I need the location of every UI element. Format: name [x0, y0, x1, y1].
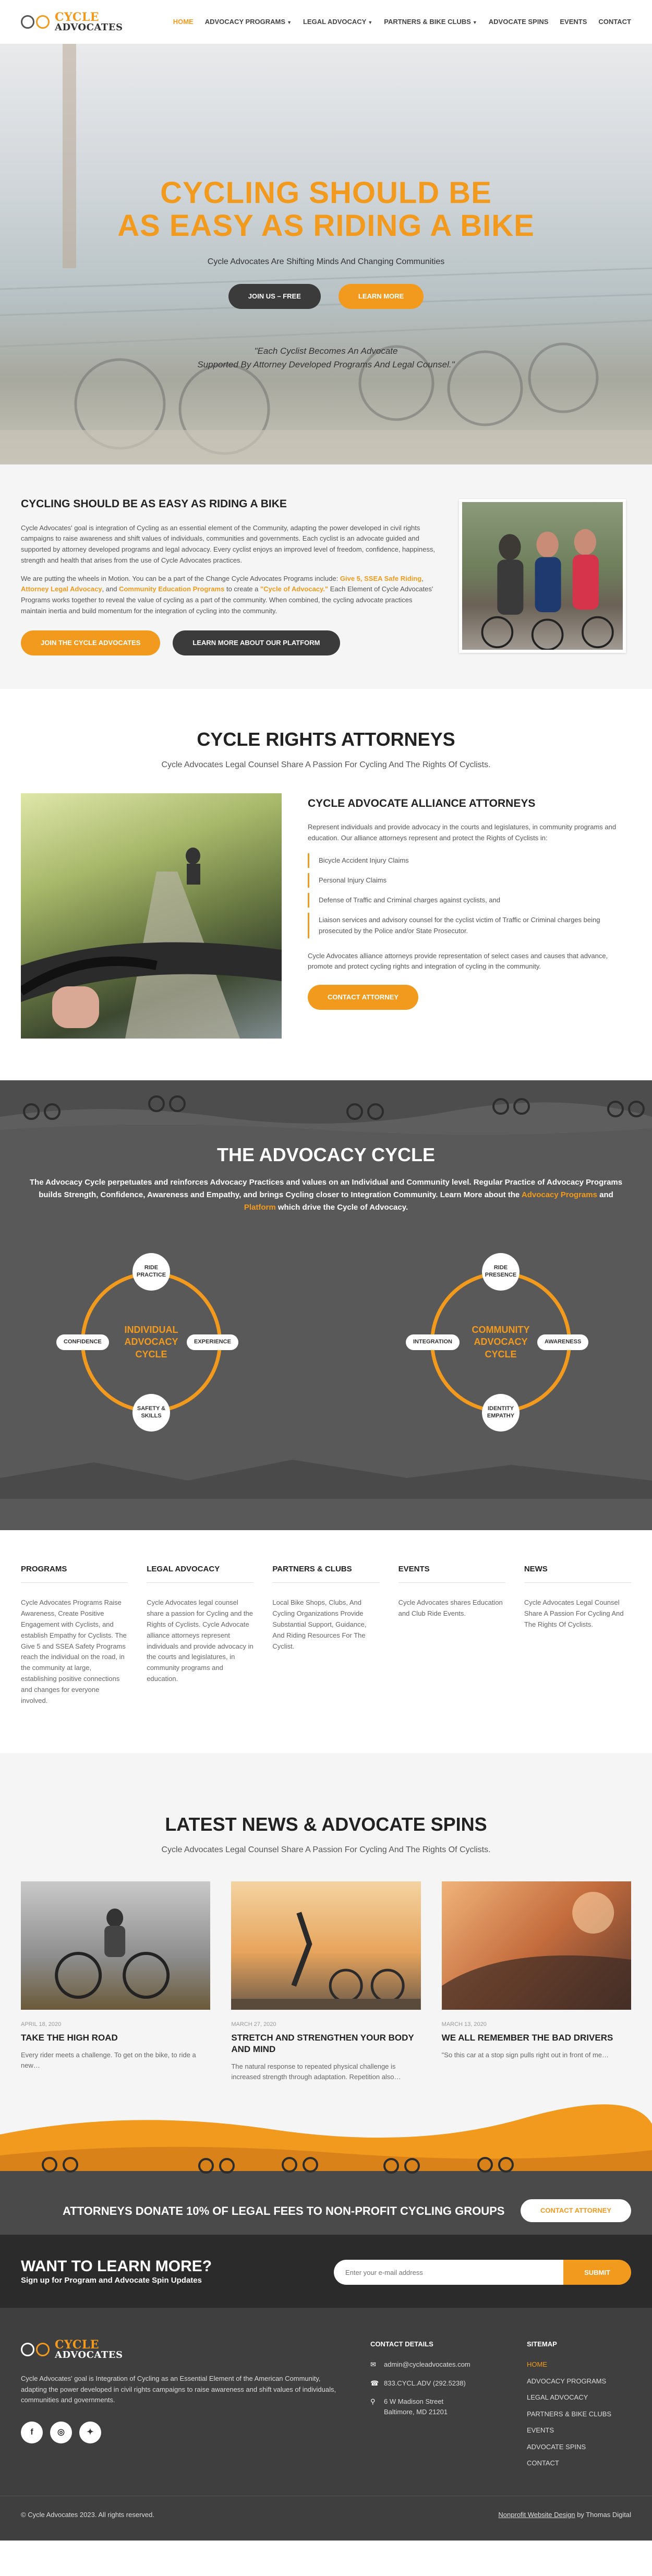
node-integration: INTEGRATION [406, 1334, 460, 1350]
design-credit: Nonprofit Website Design by Thomas Digital [498, 2510, 631, 2519]
email-icon: ✉ [370, 2360, 376, 2369]
cyclists-photo [459, 499, 626, 653]
news-section [0, 1753, 652, 2187]
news-card-date: MARCH 27, 2020 [231, 2021, 276, 2028]
nav-home[interactable]: HOME [173, 18, 194, 26]
riders-silhouette-band [0, 1080, 652, 1143]
instagram-icon[interactable]: ◎ [50, 2422, 72, 2443]
list-item: Bicycle Accident Injury Claims [308, 853, 631, 868]
bike-wheels-icon [21, 2343, 50, 2356]
nav-legal-advocacy[interactable]: LEGAL ADVOCACY ▼ [303, 18, 373, 26]
news-card-image [231, 1881, 420, 2010]
hero-quote: "Each Cyclist Becomes An Advocate Supported By Attorney Developed Programs And Legal Counsel." [197, 346, 455, 369]
site-footer [0, 2308, 652, 2496]
social-links [21, 2422, 344, 2443]
sitemap-title: SITEMAP [527, 2340, 557, 2348]
node-confidence: CONFIDENCE [56, 1334, 109, 1350]
join-cycle-advocates-button[interactable]: JOIN THE CYCLE ADVOCATES [21, 630, 160, 655]
main-nav [173, 17, 631, 27]
news-card-image [442, 1881, 631, 2010]
design-credit-link[interactable]: Nonprofit Website Design [498, 2510, 575, 2519]
contact-attorney-button[interactable]: CONTACT ATTORNEY [308, 985, 418, 1010]
newsletter-form [334, 2260, 631, 2285]
phone-icon: ☎ [370, 2379, 379, 2387]
chevron-down-icon: ▼ [287, 20, 292, 26]
mountains-silhouette [0, 1452, 652, 1499]
sitemap-advocate-spins[interactable]: ADVOCATE SPINS [527, 2442, 586, 2451]
riders-orange-hills-band [0, 2093, 652, 2187]
hero-section [0, 44, 652, 464]
news-card[interactable] [21, 1881, 210, 2082]
donate-bar [0, 2187, 652, 2235]
bike-handlebar-photo [21, 793, 282, 1039]
facebook-icon[interactable]: f [21, 2422, 43, 2443]
news-card-excerpt: "So this car at a stop sign pulls right out in front of me… [441, 2050, 609, 2059]
footer-about: Cycle Advocates' goal is Integration of Cycling as an Essential Element of the American Community, adapting the power developed in civil rights campaigns to raise awareness and shift values of individuals, communities and governments. [21, 2374, 336, 2404]
intro-paragraph-1: Cycle Advocates' goal is integration of Cycling as an essential element of the Community, adapting the power developed in civil rights campaigns to raise awareness and shift values of individuals, communities and governments. Each cyclist is an advocate guided and supported by attorney developed programs and legal advocacy. Every cyclist enjoys an improved level of freedom, confidence, happiness, strength and health that arises from the use of Cycle Advocates practices. [21, 523, 435, 564]
info-column-news: NEWS Cycle Advocates Legal Counsel Share A Passion For Cycling And The Rights Of Cyclists. [524, 1564, 631, 1706]
community-education-link[interactable]: Community Education Programs [119, 585, 225, 593]
node-identity-empathy: IDENTITY EMPATHY [482, 1394, 520, 1432]
community-cycle-label: COMMUNITY ADVOCACY CYCLE [472, 1324, 530, 1359]
alliance-outro: Cycle Advocates alliance attorneys provide representation of select cases and causes that advance, promote and protect cycling rights and integration of cycling in the community. [308, 951, 608, 971]
advocacy-programs-link[interactable]: Advocacy Programs [521, 1190, 597, 1199]
info-column-events: EVENTS Cycle Advocates shares Education and Club Ride Events. [399, 1564, 505, 1706]
twitter-icon[interactable]: ✦ [79, 2422, 101, 2443]
info-column-legal: LEGAL ADVOCACY Cycle Advocates legal counsel share a passion for Cycling and the Rights of Cyclists. Cycle Advocate alliance attorneys represent individuals and provide advocacy in the courts and legislatures, in community programs and education. [147, 1564, 253, 1683]
node-ride-practice: RIDE PRACTICE [132, 1253, 170, 1291]
bike-wheels-icon [21, 15, 50, 29]
advocacy-cycle-title: THE ADVOCACY CYCLE [216, 1143, 436, 1165]
individual-cycle-label: INDIVIDUAL ADVOCACY CYCLE [124, 1324, 178, 1359]
nav-events[interactable]: EVENTS [560, 18, 587, 26]
list-item: Personal Injury Claims [308, 873, 631, 888]
hero-title: CYCLING SHOULD BE AS EASY AS RIDING A BIKE [117, 176, 535, 243]
sitemap-events[interactable]: EVENTS [527, 2426, 554, 2435]
news-card-title: TAKE THE HIGH ROAD [21, 2032, 118, 2043]
submit-button[interactable]: SUBMIT [563, 2260, 631, 2285]
sitemap-partners-bike-clubs[interactable]: PARTNERS & BIKE CLUBS [527, 2410, 612, 2418]
footer-logo[interactable]: CYCLE ADVOCATES [21, 2339, 344, 2360]
alliance-attorneys-title: CYCLE ADVOCATE ALLIANCE ATTORNEYS [308, 797, 536, 809]
news-card-date: APRIL 18, 2020 [21, 2021, 62, 2028]
learn-more-platform-button[interactable]: LEARN MORE ABOUT OUR PLATFORM [173, 630, 340, 655]
info-column-programs: PROGRAMS Cycle Advocates Programs Raise Awareness, Create Positive Engagement with Cyclists, and establish Empathy for Cyclists. The Give 5 and SSEA Safety Programs reach the individual on the road, in the community at large, establishing positive connections and changes for everyone involved. [21, 1564, 128, 1706]
footer-address: 6 W Madison Street Baltimore, MD 21201 [384, 2398, 448, 2416]
attorneys-section [0, 689, 652, 1080]
news-card-excerpt: The natural response to repeated physical challenge is increased strength through adaptation. Repetition also… [231, 2062, 401, 2081]
news-subtitle: Cycle Advocates Legal Counsel Share A Passion For Cycling And The Rights Of Cyclists. [161, 1845, 491, 1855]
intro-paragraph-2: We are putting the wheels in Motion. You can be a part of the Change Cycle Advocates Programs include: Give 5, SSEA Safe Riding, Attorney Legal Advocacy, and Community Education Programs to create a "Cycle of Advocacy." Each Element of Cycle Advocates' Programs works together to reveal the value of cycling as a part of the community. When combined, the cycling advocate practices maintain inertia and build momentum for the integration of cycling into the community. [21, 574, 433, 615]
donate-contact-attorney-button[interactable]: CONTACT ATTORNEY [521, 2199, 631, 2222]
contact-details-title: CONTACT DETAILS [370, 2340, 433, 2348]
node-ride-presence: RIDE PRESENCE [482, 1253, 520, 1291]
chevron-down-icon: ▼ [368, 20, 373, 26]
nav-partners-bike-clubs[interactable]: PARTNERS & BIKE CLUBS ▼ [384, 18, 477, 26]
advocacy-cycle-lead: The Advocacy Cycle perpetuates and reinforces Advocacy Practices and values on an Individual and Community level. Regular Practice of Advocacy Programs builds Strength, Confidence, Awareness and Empathy, and brings Cycling closer to Integration Community. Learn More about the Advocacy Programs and Platform which drive the Cycle of Advocacy. [29, 1177, 623, 1212]
sitemap-legal-advocacy[interactable]: LEGAL ADVOCACY [527, 2393, 588, 2402]
info-column-partners: PARTNERS & CLUBS Local Bike Shops, Clubs, And Cycling Organizations Provide Substantial Support, Guidance, And Riding Resources For The Cyclist. [272, 1564, 379, 1706]
news-title: LATEST NEWS & ADVOCATE SPINS [165, 1814, 487, 1835]
nav-contact[interactable]: CONTACT [598, 18, 631, 26]
chevron-down-icon: ▼ [472, 20, 477, 26]
attorneys-title: CYCLE RIGHTS ATTORNEYS [197, 728, 455, 750]
newsletter-title: WANT TO LEARN MORE? [21, 2258, 212, 2275]
news-card-excerpt: Every rider meets a challenge. To get on the bike, to ride a new… [21, 2050, 196, 2070]
node-safety-skills: SAFETY & SKILLS [132, 1394, 170, 1432]
platform-link[interactable]: Platform [244, 1202, 276, 1212]
newsletter-section [0, 2235, 652, 2308]
news-card[interactable] [231, 1881, 420, 2082]
sitemap-home[interactable]: HOME [527, 2360, 547, 2369]
news-card-image [21, 1881, 210, 2010]
logo-line1: CYCLE [55, 10, 100, 24]
nav-advocacy-programs[interactable]: ADVOCACY PROGRAMS ▼ [204, 18, 292, 26]
attorneys-subtitle: Cycle Advocates Legal Counsel Share A Passion For Cycling And The Rights Of Cyclists. [161, 760, 491, 769]
community-advocacy-cycle-diagram [402, 1243, 600, 1441]
hero-subtitle: Cycle Advocates Are Shifting Minds And Changing Communities [207, 257, 445, 267]
join-free-button[interactable]: JOIN US – FREE [228, 284, 321, 309]
intro-title: CYCLING SHOULD BE AS EASY AS RIDING A BIKE [21, 498, 287, 510]
news-card-title: STRETCH AND STRENGTHEN YOUR BODY AND MIND [231, 2032, 414, 2054]
email-input[interactable] [334, 2260, 563, 2285]
footer-phone-link[interactable]: 833.CYCL.ADV (292.5238) [384, 2379, 466, 2387]
sitemap-advocacy-programs[interactable]: ADVOCACY PROGRAMS [527, 2377, 607, 2385]
learn-more-button[interactable]: LEARN MORE [339, 284, 424, 309]
list-item: Liaison services and advisory counsel for the cyclist victim of Traffic or Criminal charges being prosecuted by the Police and/or State Prosecutor. [308, 913, 631, 938]
alliance-intro: Represent individuals and provide advocacy in the courts and legislatures, in community programs and education. Our alliance attorneys represent and protect the Rights of Cyclists in: [308, 823, 617, 842]
site-logo[interactable] [21, 11, 123, 32]
attorney-legal-advocacy-link[interactable]: Attorney Legal Advocacy [21, 585, 102, 593]
footer-email-link[interactable]: admin@cycleadvocates.com [384, 2360, 470, 2369]
advocacy-cycle-section [0, 1080, 652, 1530]
location-pin-icon: ⚲ [370, 2398, 376, 2406]
news-card[interactable] [442, 1881, 631, 2082]
sitemap-contact[interactable]: CONTACT [527, 2459, 559, 2467]
attorney-services-list [308, 853, 631, 938]
newsletter-subtitle: Sign up for Program and Advocate Spin Updates [21, 2276, 202, 2285]
site-header [0, 0, 652, 44]
list-item: Defense of Traffic and Criminal charges against cyclists, and [308, 893, 631, 908]
logo-line2: ADVOCATES [55, 22, 123, 33]
intro-section [0, 464, 652, 689]
info-columns-section [0, 1530, 652, 1753]
node-awareness: AWARENESS [537, 1334, 588, 1350]
donate-text: ATTORNEYS DONATE 10% OF LEGAL FEES TO NON-PROFIT CYCLING GROUPS [63, 2204, 505, 2217]
news-card-date: MARCH 13, 2020 [441, 2021, 487, 2028]
news-card-title: WE ALL REMEMBER THE BAD DRIVERS [441, 2032, 613, 2043]
copyright-bar [0, 2496, 652, 2541]
give5-link[interactable]: Give 5, SSEA Safe Riding [340, 574, 422, 582]
cycle-of-advocacy-link[interactable]: "Cycle of Advocacy." [260, 585, 329, 593]
node-experience: EXPERIENCE [187, 1334, 238, 1350]
individual-advocacy-cycle-diagram [52, 1243, 250, 1441]
nav-advocate-spins[interactable]: ADVOCATE SPINS [488, 18, 549, 26]
copyright-text: © Cycle Advocates 2023. All rights reserved. [21, 2510, 154, 2519]
